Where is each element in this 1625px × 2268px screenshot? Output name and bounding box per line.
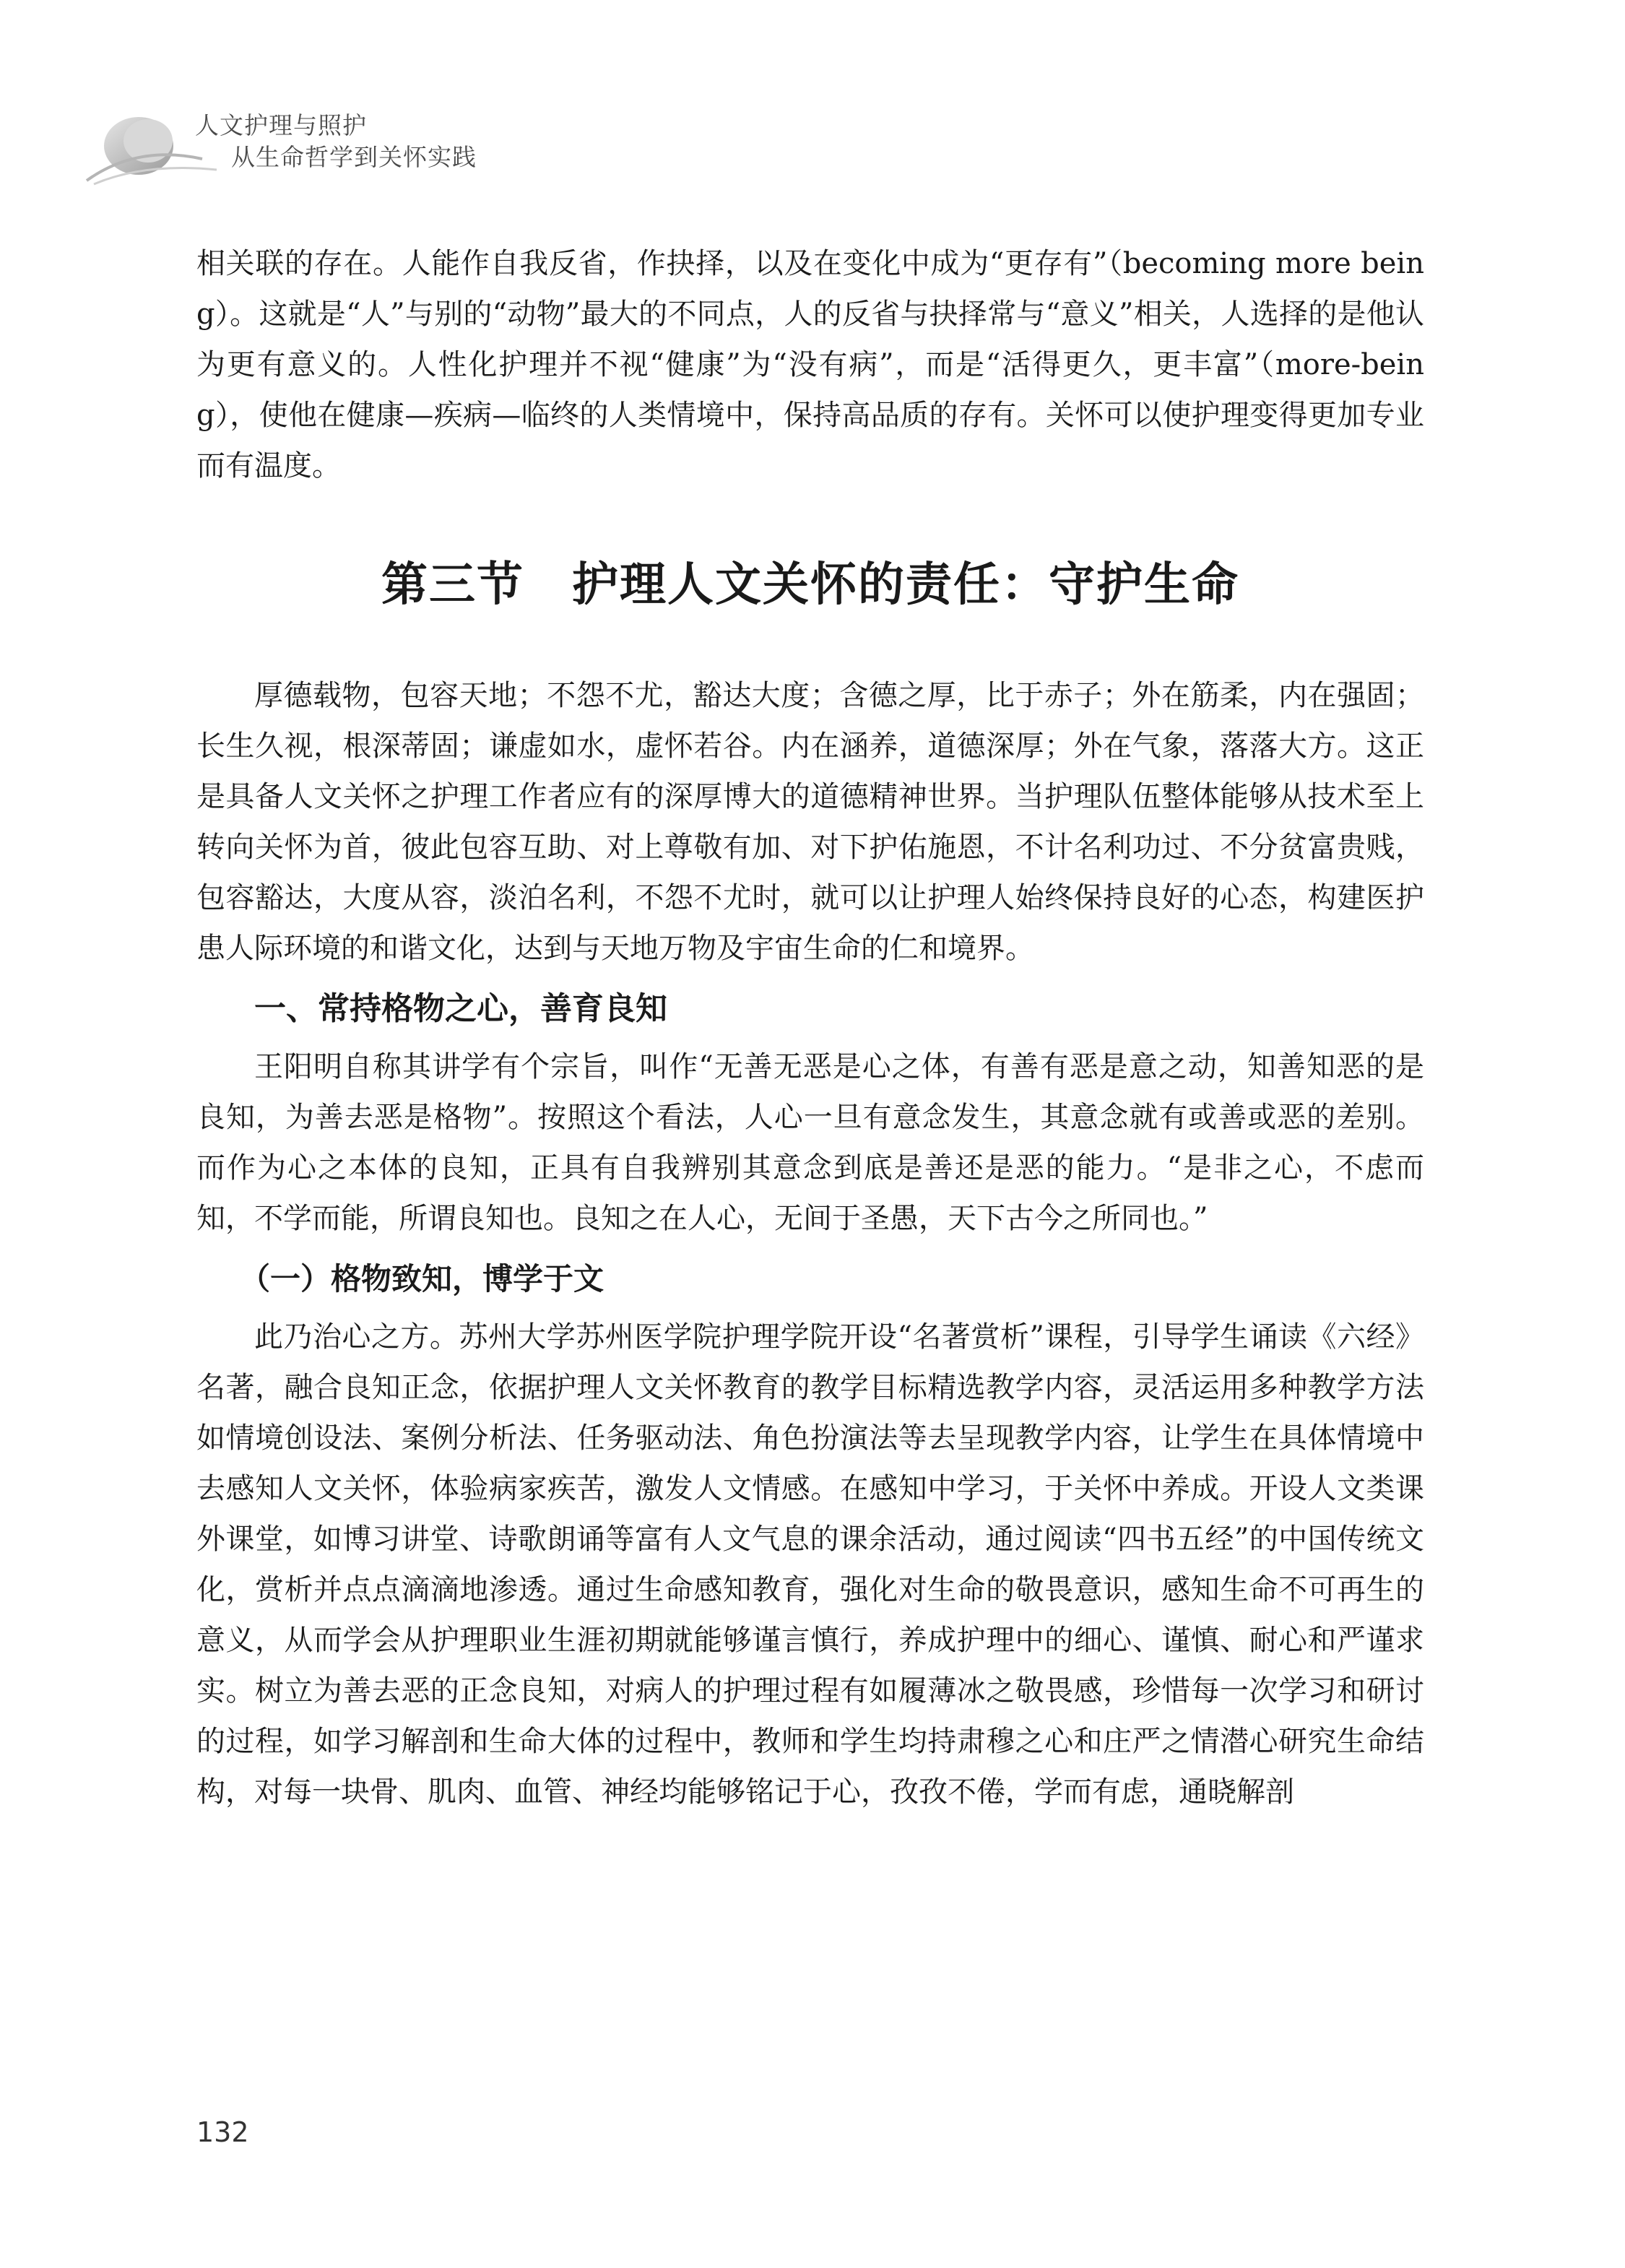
page-body xyxy=(196,238,1424,1817)
paragraph-wang-yangming: 王阳明自称其讲学有个宗旨，叫作“无善无恶是心之体，有善有恶是意之动，知善知恶的是良知，为善去恶是格物”。按照这个看法，人心一旦有意念发生，其意念就有或善或恶的差别。而作为心之本体的良知，正具有自我辨别其意念到底是善还是恶的能力。“是非之心，不虑而知，不学而能，所谓良知也。良知之在人心，无间于圣愚，天下古今之所同也。” xyxy=(196,1050,1424,1235)
paragraph-continuation: 相关联的存在。人能作自我反省，作抉择，以及在变化中成为“更存有”（becoming more being）。这就是“人”与别的“动物”最大的不同点，人的反省与抉择常与“意义”相关，人选择的是他认为更有意义的。人性化护理并不视“健康”为“没有病”，而是“活得更久，更丰富”（more-being），使他在健康—疾病—临终的人类情境中，保持高品质的存有。关怀可以使护理变得更加专业而有温度。 xyxy=(196,247,1424,482)
paragraph-intro: 厚德载物，包容天地；不怨不尤，豁达大度；含德之厚，比于赤子；外在筋柔，内在强固；长生久视，根深蒂固；谦虚如水，虚怀若谷。内在涵养，道德深厚；外在气象，落落大方。这正是具备人文关怀之护理工作者应有的深厚博大的道德精神世界。当护理队伍整体能够从技术至上转向关怀为首，彼此包容互助、对上尊敬有加、对下护佑施恩，不计名利功过、不分贫富贵贱，包容豁达，大度从容，淡泊名利，不怨不尤时，就可以让护理人始终保持良好的心态，构建医护患人际环境的和谐文化，达到与天地万物及宇宙生命的仁和境界。 xyxy=(196,679,1424,965)
subheading-level1: 一、常持格物之心，善育良知 xyxy=(254,990,667,1027)
page-number: 132 xyxy=(196,2116,249,2148)
paragraph-suzhou: 此乃治心之方。苏州大学苏州医学院护理学院开设“名著赏析”课程，引导学生诵读《六经》名著，融合良知正念，依据护理人文关怀教育的教学目标精选教学内容，灵活运用多种教学方法如情境创设法、案例分析法、任务驱动法、角色扮演法等去呈现教学内容，让学生在具体情境中去感知人文关怀，体验病家疾苦，激发人文情感。在感知中学习，于关怀中养成。开设人文类课外课堂，如博习讲堂、诗歌朗诵等富有人文气息的课余活动，通过阅读“四书五经”的中国传统文化，赏析并点点滴滴地渗透。通过生命感知教育，强化对生命的敬畏意识，感知生命不可再生的意义，从而学会从护理职业生涯初期就能够谨言慎行，养成护理中的细心、谨慎、耐心和严谨求实。树立为善去恶的正念良知，对病人的护理过程有如履薄冰之敬畏感，珍惜每一次学习和研讨的过程，如学习解剖和生命大体的过程中，教师和学生均持肃穆之心和庄严之情潜心研究生命结构，对每一块骨、肌肉、血管、神经均能够铭记于心，孜孜不倦，学而有虑，通晓解剖 xyxy=(196,1320,1424,1809)
running-header xyxy=(79,101,628,195)
subheading-level2: （一）格物致知，博学于文 xyxy=(240,1261,604,1297)
header-book-subtitle: 从生命哲学到关怀实践 xyxy=(231,143,477,171)
section-title: 第三节 护理人文关怀的责任：守护生命 xyxy=(381,558,1239,612)
header-book-title: 人文护理与照护 xyxy=(195,111,367,139)
